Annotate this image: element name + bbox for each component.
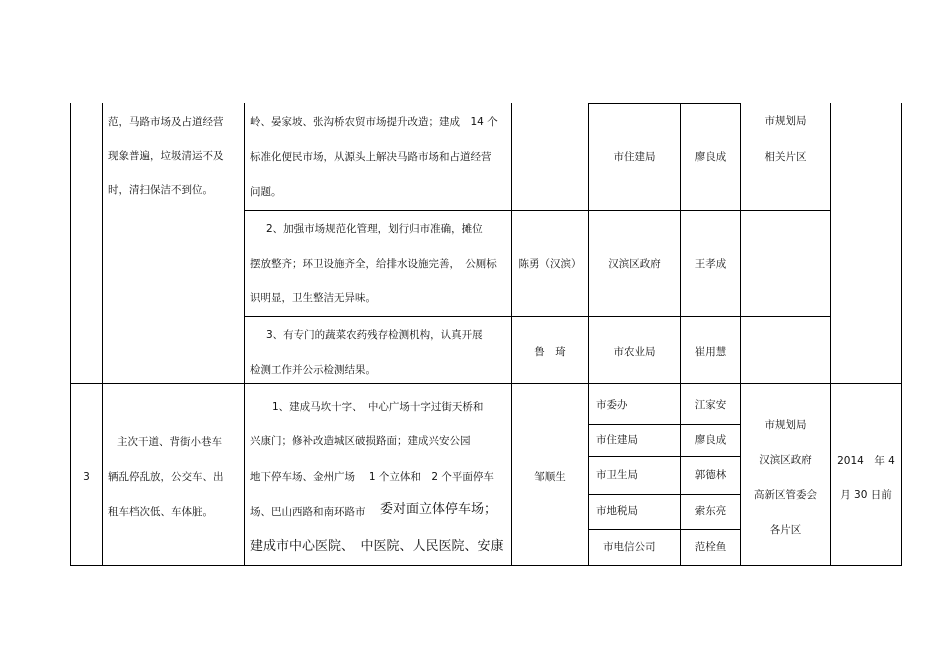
col-divider bbox=[70, 103, 71, 565]
problem-text: 现象普遍，垃圾清运不及 bbox=[108, 150, 224, 162]
responsible-person: 廖良成 bbox=[694, 434, 727, 446]
row-divider bbox=[588, 456, 740, 457]
unit-cell-top-border bbox=[588, 103, 740, 104]
cooperating-unit: 各片区 bbox=[769, 524, 802, 536]
measure-text: 委对面立体停车场； bbox=[380, 502, 498, 517]
responsible-person: 郭德林 bbox=[694, 469, 727, 481]
measure-text: 问题。 bbox=[250, 186, 282, 198]
responsible-unit: 市委办 bbox=[596, 399, 628, 411]
responsible-unit: 市住建局 bbox=[613, 151, 656, 163]
col-divider bbox=[511, 103, 512, 565]
row-divider bbox=[70, 383, 902, 384]
cooperating-unit: 汉滨区政府 bbox=[759, 454, 812, 466]
deadline: 月 30 日前 bbox=[840, 489, 892, 501]
row-divider bbox=[588, 529, 740, 530]
leader-name: 鲁 琦 bbox=[534, 346, 566, 358]
col-divider bbox=[244, 103, 245, 565]
measure-text: 兴康门；修补改造城区破损路面；建成兴安公园 bbox=[250, 435, 471, 447]
responsible-person: 王孝成 bbox=[694, 258, 727, 270]
measure-text: 2、加强市场规范化管理，划行归市准确，摊位 bbox=[266, 223, 483, 235]
responsible-person: 索东亮 bbox=[694, 505, 727, 517]
row-divider bbox=[244, 210, 830, 211]
problem-text: 租车档次低、车体脏。 bbox=[108, 506, 213, 518]
measure-text: 摆放整齐；环卫设施齐全，给排水设施完善， 公厕标 bbox=[250, 258, 497, 270]
responsible-unit: 市电信公司 bbox=[603, 541, 656, 553]
responsible-unit: 市住建局 bbox=[596, 434, 638, 446]
responsible-person: 崔用慧 bbox=[694, 346, 727, 358]
problem-text: 范，马路市场及占道经营 bbox=[108, 116, 224, 128]
table-bottom-border bbox=[70, 565, 902, 566]
responsible-unit: 市地税局 bbox=[596, 505, 638, 517]
problem-text: 主次干道、背街小巷车 bbox=[117, 436, 222, 448]
measure-text: 标准化便民市场，从源头上解决马路市场和占道经营 bbox=[250, 151, 492, 163]
row-divider bbox=[244, 316, 830, 317]
cooperating-unit: 相关片区 bbox=[764, 151, 807, 163]
col-divider bbox=[680, 103, 681, 565]
responsible-person: 范栓鱼 bbox=[694, 541, 727, 553]
leader-name: 邹顺生 bbox=[534, 471, 566, 483]
responsible-unit: 市卫生局 bbox=[596, 469, 638, 481]
col-divider bbox=[901, 103, 902, 565]
row-divider bbox=[588, 424, 740, 425]
responsible-person: 江家安 bbox=[694, 399, 727, 411]
measure-text: 3、有专门的蔬菜农药残存检测机构，认真开展 bbox=[266, 329, 483, 341]
deadline: 2014 年 4 bbox=[837, 455, 895, 467]
measure-text: 识明显，卫生整洁无异味。 bbox=[250, 292, 376, 304]
problem-text: 辆乱停乱放，公交车、出 bbox=[108, 471, 224, 483]
row-number: 3 bbox=[83, 471, 90, 483]
col-divider bbox=[102, 103, 103, 565]
responsible-person: 廖良成 bbox=[694, 151, 727, 163]
cooperating-unit: 市规划局 bbox=[764, 115, 807, 127]
col-divider bbox=[588, 103, 589, 565]
responsible-unit: 市农业局 bbox=[613, 346, 656, 358]
measure-text: 检测工作并公示检测结果。 bbox=[250, 364, 376, 376]
measure-text: 场、巴山西路和南环路市 bbox=[250, 506, 366, 518]
measure-text: 1、建成马坎十字、 中心广场十字过街天桥和 bbox=[272, 401, 484, 413]
measure-text: 地下停车场、金州广场 1 个立体和 2 个平面停车 bbox=[250, 471, 494, 483]
row-divider bbox=[588, 494, 740, 495]
problem-text: 时，清扫保洁不到位。 bbox=[108, 184, 213, 196]
leader-name: 陈勇（汉滨） bbox=[518, 258, 582, 270]
responsible-unit: 汉滨区政府 bbox=[608, 258, 661, 270]
measure-text: 建成市中心医院、 中医院、人民医院、安康 bbox=[250, 539, 504, 554]
cooperating-unit: 市规划局 bbox=[764, 419, 807, 431]
cooperating-unit: 高新区管委会 bbox=[754, 489, 817, 501]
measure-text: 岭、晏家坡、张沟桥农贸市场提升改造；建成 14 个 bbox=[250, 116, 498, 128]
